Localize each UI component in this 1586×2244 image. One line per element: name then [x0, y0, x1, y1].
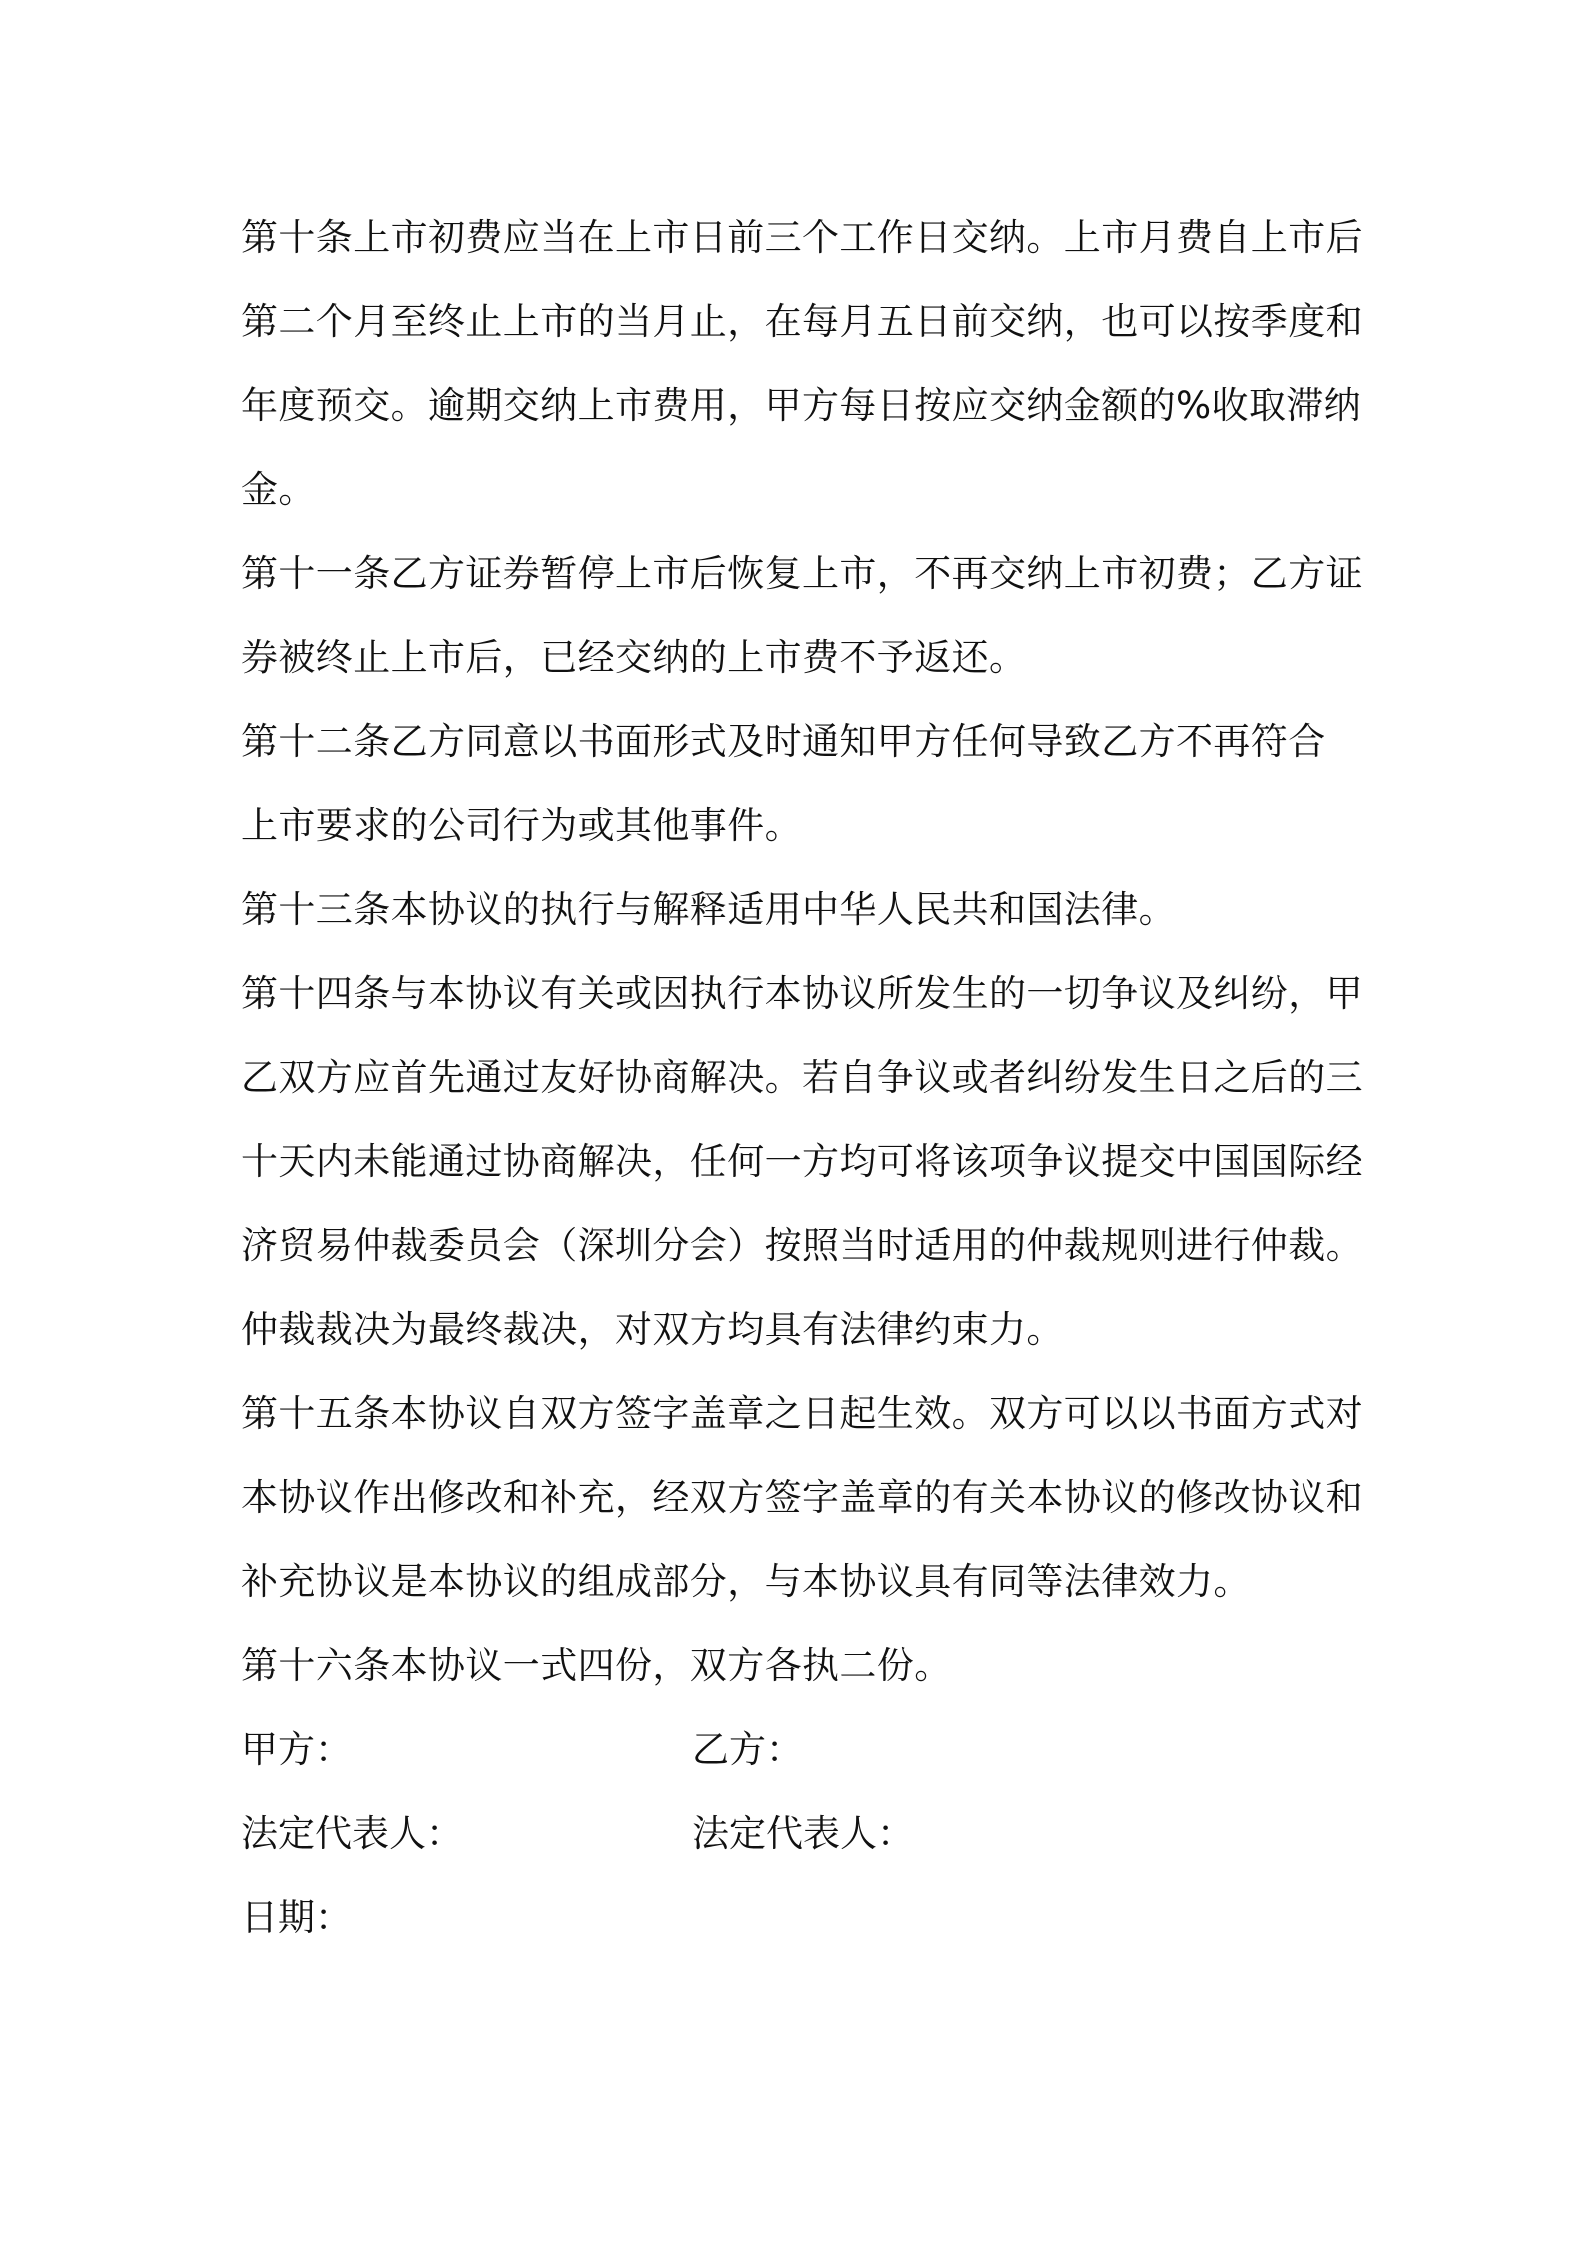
signature-party-row: [241, 1708, 1357, 1792]
clause-15-line-2: 本协议作出修改和补充，经双方签字盖章的有关本协议的修改协议和: [241, 1476, 1363, 1519]
clause-12-line-1: 第十二条乙方同意以书面形式及时通知甲方任何导致乙方不再符合: [241, 720, 1326, 763]
clause-15-line-1: 第十五条本协议自双方签字盖章之日起生效。双方可以以书面方式对: [241, 1392, 1363, 1435]
clause-10-line-1: 第十条上市初费应当在上市日前三个工作日交纳。上市月费自上市后: [241, 216, 1363, 259]
clause-11-line-2: 券被终止上市后，已经交纳的上市费不予返还。: [241, 636, 1027, 679]
clause-10-line-2: 第二个月至终止上市的当月止，在每月五日前交纳，也可以按季度和: [241, 300, 1363, 343]
clause-11-line-1: 第十一条乙方证券暂停上市后恢复上市，不再交纳上市初费；乙方证: [241, 552, 1363, 595]
party-a-representative-label: 法定代表人：: [241, 1812, 463, 1855]
party-a-label: 甲方：: [241, 1728, 352, 1771]
clause-14-line-2: 乙双方应首先通过友好协商解决。若自争议或者纠纷发生日之后的三: [241, 1056, 1363, 1099]
clause-16-line-1: 第十六条本协议一式四份，双方各执二份。: [241, 1644, 952, 1687]
document-body: [241, 196, 1363, 1960]
clause-10-line-3: 年度预交。逾期交纳上市费用，甲方每日按应交纳金额的%收取滞纳: [241, 384, 1362, 427]
clause-12-line-2: 上市要求的公司行为或其他事件。: [241, 804, 802, 847]
clause-15-line-3: 补充协议是本协议的组成部分，与本协议具有同等法律效力。: [241, 1560, 1251, 1603]
clause-14-line-4: 济贸易仲裁委员会（深圳分会）按照当时适用的仲裁规则进行仲裁。: [241, 1224, 1363, 1267]
party-b-representative-label: 法定代表人：: [692, 1812, 914, 1855]
clause-10-line-4: 金。: [241, 468, 316, 511]
party-b-label: 乙方：: [692, 1728, 803, 1771]
clause-13-line-1: 第十三条本协议的执行与解释适用中华人民共和国法律。: [241, 888, 1176, 931]
signature-representative-row: [241, 1792, 1357, 1876]
clause-14-line-5: 仲裁裁决为最终裁决，对双方均具有法律约束力。: [241, 1308, 1064, 1351]
clause-14-line-1: 第十四条与本协议有关或因执行本协议所发生的一切争议及纠纷，甲: [241, 972, 1363, 1015]
clause-14-line-3: 十天内未能通过协商解决，任何一方均可将该项争议提交中国国际经: [241, 1140, 1363, 1183]
date-label: 日期：: [241, 1896, 352, 1939]
signature-date-row: [241, 1876, 1357, 1960]
